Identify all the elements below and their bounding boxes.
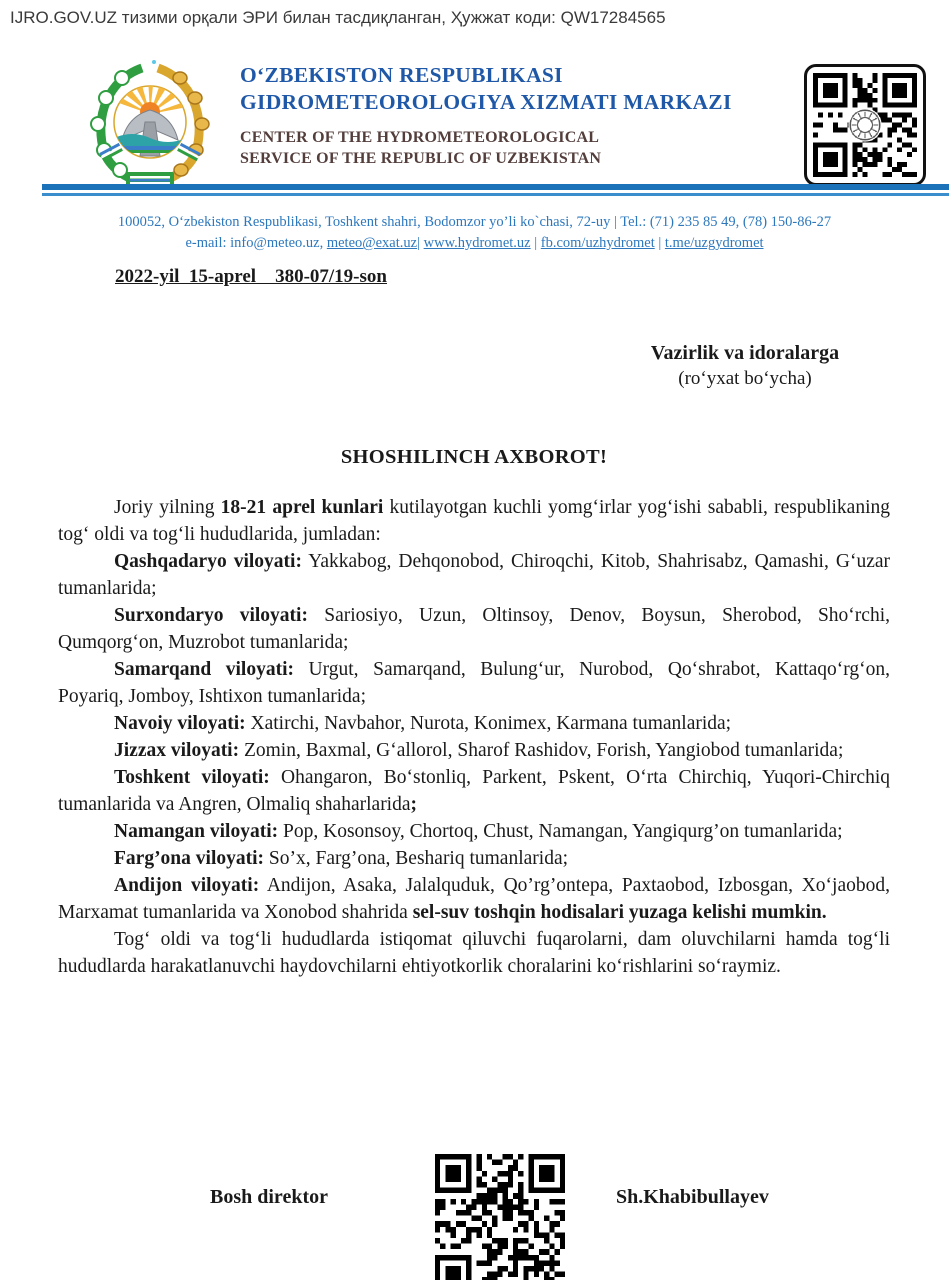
signer-title: Bosh direktor — [210, 1186, 328, 1208]
verification-qr-image — [813, 73, 917, 177]
body-paragraph: Jizzax viloyati: Zomin, Baxmal, G‘allorol, Sharof Rashidov, Forish, Yangiobod tumanlarida; — [114, 740, 844, 761]
body-paragraph: Qashqadaryo viloyati: Yakkabog, Dehqonobod, Chiroqchi, Kitob, Shahrisabz, Qamashi, G‘uzar tumanlarida; — [58, 551, 891, 599]
esign-confirmation-line: IJRO.GOV.UZ тизими орқали ЭРИ билан тасдиқланган, Ҳужжат коди: QW17284565 — [10, 8, 666, 27]
letterhead-titles — [240, 62, 780, 169]
body-paragraph: Namangan viloyati: Pop, Kosonsoy, Chortoq, Chust, Namangan, Yangiqurg’on tumanlarida; — [114, 821, 843, 842]
contact-link[interactable]: meteo@exat.uz — [326, 235, 418, 251]
org-title-uz-line2: GIDROMETEOROLOGIYA XIZMATI MARKAZI — [240, 90, 732, 114]
body-paragraph: Surxondaryo viloyati: Sariosiyo, Uzun, Oltinsoy, Denov, Boysun, Sherobod, Sho‘rchi, Qumqorg‘on, Muzrobot tumanlarida; — [58, 605, 890, 653]
org-title-en-line2: SERVICE OF THE REPUBLIC OF UZBEKISTAN — [240, 150, 602, 167]
body-paragraph: Toshkent viloyati: Ohangaron, Bo‘stonliq, Parkent, Pskent, O‘rta Chirchiq, Yuqori-Chirchiq tumanlarida va Angren, Olmaliq shaharlarida; — [58, 767, 890, 815]
signature-qr-code — [435, 1154, 565, 1280]
signature-block — [0, 1152, 949, 1280]
addressee-note: (ro‘yxat bo‘ycha) — [678, 368, 812, 389]
header-divider — [42, 184, 949, 196]
verification-qr-code — [804, 64, 926, 186]
divider-thick-line — [42, 184, 949, 190]
contact-links-line — [0, 233, 949, 254]
divider-thin-line — [42, 193, 949, 196]
addressee-block — [575, 340, 915, 392]
contact-link[interactable]: fb.com/uzhydromet — [540, 235, 655, 251]
body-paragraph: Joriy yilning 18-21 aprel kunlari kutilayotgan kuchli yomg‘irlar yog‘ishi sababli, respublikaning tog‘ oldi va tog‘li hududlarida, jumladan: — [58, 497, 890, 545]
body-paragraph: Samarqand viloyati: Urgut, Samarqand, Bulung‘ur, Nurobod, Qo‘shrabot, Kattaqo‘rg‘on, Poyariq, Jomboy, Ishtixon tumanlarida; — [58, 659, 890, 707]
org-title-en-line1: CENTER OF THE HYDROMETEOROLOGICAL — [240, 129, 600, 146]
signer-name: Sh.Khabibullayev — [616, 1186, 769, 1208]
postal-address-line: 100052, O‘zbekiston Respublikasi, Toshkent shahri, Bodomzor yo’li ko`chasi, 72-uy | Tel.: (71) 235 85 49, (78) 150-86-27 — [117, 214, 832, 230]
body-paragraph: Navoiy viloyati: Xatirchi, Navbahor, Nurota, Konimex, Karmana tumanlarida; — [114, 713, 732, 734]
org-title-en — [240, 127, 780, 169]
contact-link[interactable]: t.me/uzgydromet — [664, 235, 764, 251]
body-paragraph: Andijon viloyati: Andijon, Asaka, Jalalquduk, Qo’rg’ontepa, Paxtaobod, Izbosgan, Xo‘jaobod, Marxamat tumanlarida va Xonobod shahrida sel-suv toshqin hodisalari yuzaga kelishi mumkin. — [58, 875, 890, 923]
body-paragraph: Tog‘ oldi va tog‘li hududlarda istiqomat qiluvchi fuqarolarni, dam oluvchilarni hamda tog‘li hududlarda harakatlanuvchi haydovchilarni ehtiyotkorlik choralarini ko‘rishlarini so‘raymiz. — [58, 929, 890, 977]
org-title-uz-line1: O‘ZBEKISTON RESPUBLIKASI — [240, 63, 563, 87]
org-title-uz — [240, 62, 780, 116]
date-number-line: 2022-yil 15-aprel 380-07/19-son — [115, 266, 387, 287]
body-paragraph: Farg’ona viloyati: So’x, Farg’ona, Beshariq tumanlarida; — [114, 848, 569, 869]
contact-link[interactable]: www.hydromet.uz — [423, 235, 531, 251]
contact-info — [0, 212, 949, 254]
contact-text: e-mail: info@meteo.uz, — [185, 235, 327, 251]
contact-text: | — [417, 235, 424, 251]
addressee-title: Vazirlik va idoralarga — [650, 342, 840, 364]
uzbekistan-emblem-logo — [80, 54, 220, 194]
document-body — [58, 494, 890, 980]
contact-text: | — [530, 235, 541, 251]
signature-qr-image — [435, 1154, 565, 1280]
state-emblem-icon — [80, 54, 220, 194]
contact-text: | — [654, 235, 665, 251]
document-heading: SHOSHILINCH AXBOROT! — [340, 446, 608, 468]
